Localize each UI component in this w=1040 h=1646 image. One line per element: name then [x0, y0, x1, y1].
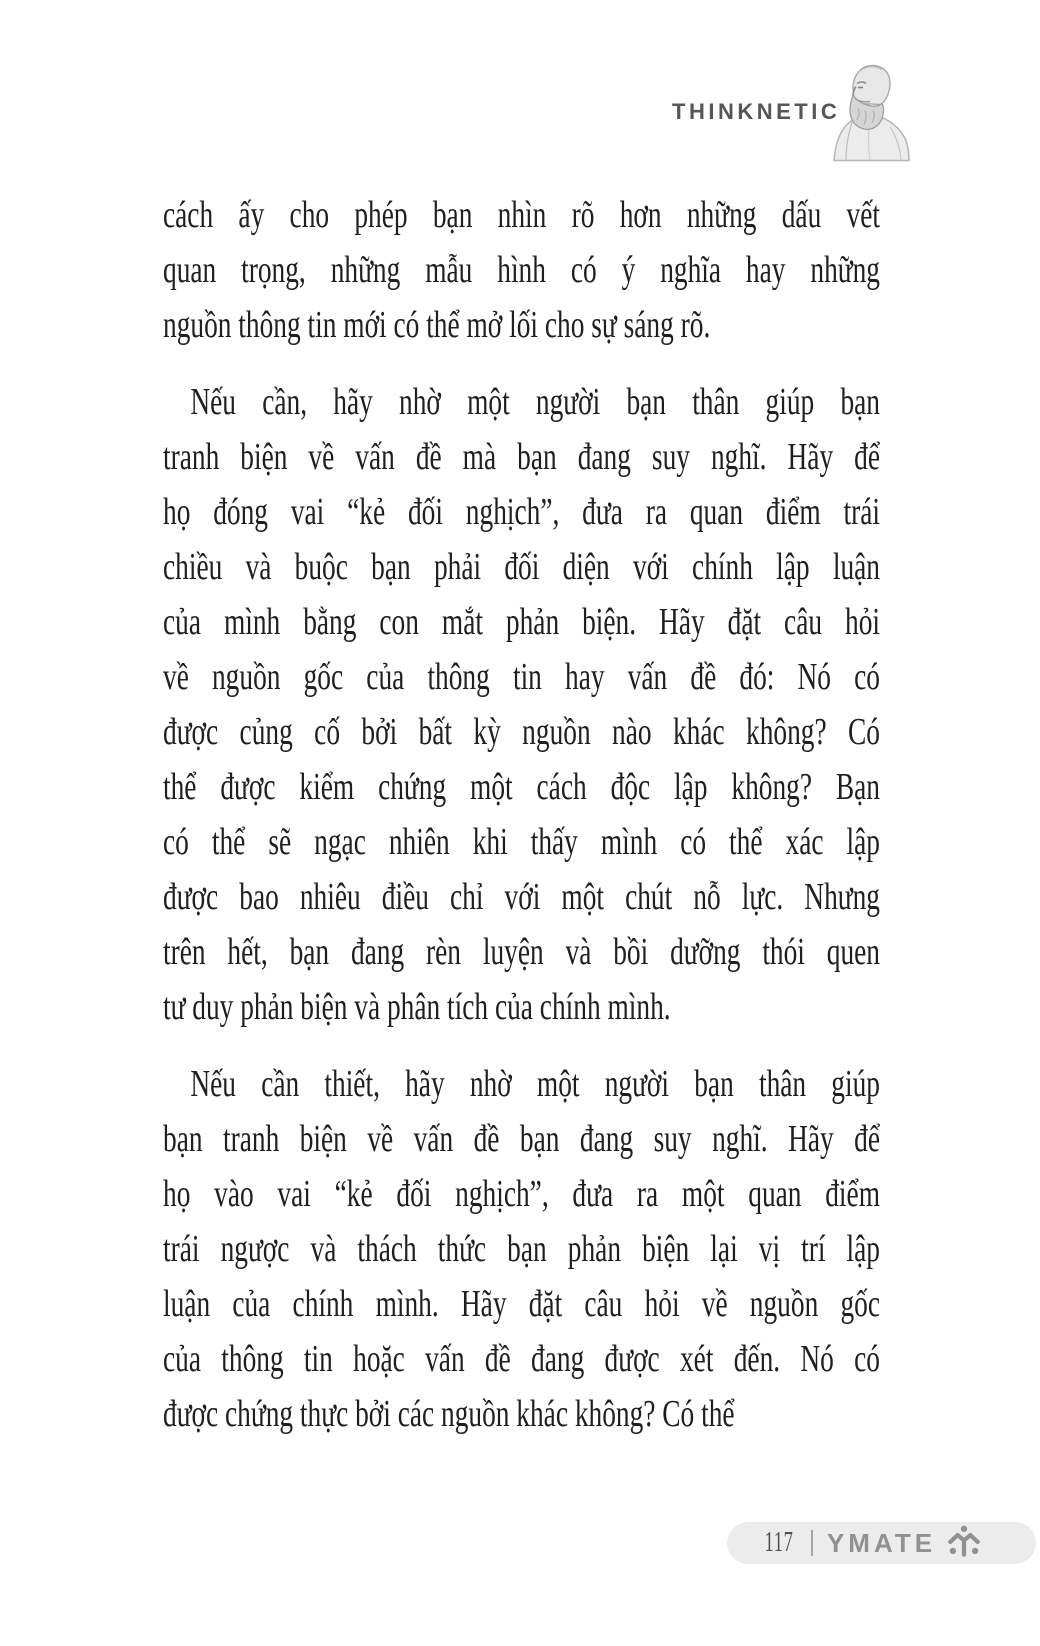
brand-logo-text: THINKNETIC	[672, 99, 841, 124]
text-line: của thông tin hoặc vấn đề đang được xét đến. Nó có	[163, 1338, 880, 1380]
text-line: về nguồn gốc của thông tin hay vấn đề đó: Nó có	[163, 656, 880, 698]
text-line: trái ngược và thách thức bạn phản biện lại vị trí lập	[163, 1228, 880, 1270]
paragraph	[163, 375, 880, 1035]
text-line: tư duy phản biện và phân tích của chính mình.	[163, 986, 671, 1028]
text-line: cách ấy cho phép bạn nhìn rõ hơn những dấu vết	[163, 194, 880, 236]
text-line: có thể sẽ ngạc nhiên khi thấy mình có thể xác lập	[163, 821, 880, 863]
page-number: 117	[764, 1527, 794, 1558]
text-line: được chứng thực bởi các nguồn khác không? Có thể	[163, 1393, 735, 1435]
page-text	[163, 188, 880, 1442]
text-line: họ vào vai “kẻ đối nghịch”, đưa ra một quan điểm	[163, 1173, 880, 1215]
ymate-logo-icon	[945, 1524, 983, 1562]
text-line: họ đóng vai “kẻ đối nghịch”, đưa ra quan điểm trái	[163, 491, 880, 533]
text-line: được củng cố bởi bất kỳ nguồn nào khác không? Có	[163, 711, 880, 753]
text-line: được bao nhiêu điều chỉ với một chút nỗ lực. Nhưng	[163, 876, 880, 918]
text-line: tranh biện về vấn đề mà bạn đang suy nghĩ. Hãy để	[163, 436, 880, 478]
text-line: bạn tranh biện về vấn đề bạn đang suy nghĩ. Hãy để	[163, 1118, 880, 1160]
footer-divider	[811, 1530, 813, 1556]
text-line: chiều và buộc bạn phải đối diện với chính lập luận	[163, 546, 880, 588]
text-line: trên hết, bạn đang rèn luyện và bồi dưỡng thói quen	[163, 931, 880, 973]
text-line: Nếu cần thiết, hãy nhờ một người bạn thân giúp	[190, 1063, 880, 1105]
text-line: nguồn thông tin mới có thể mở lối cho sự sáng rõ.	[163, 304, 711, 346]
page-header	[0, 0, 1040, 170]
text-line: quan trọng, những mẫu hình có ý nghĩa hay những	[163, 249, 880, 291]
text-line: của mình bằng con mắt phản biện. Hãy đặt câu hỏi	[163, 601, 880, 643]
text-line: Nếu cần, hãy nhờ một người bạn thân giúp bạn	[190, 381, 880, 423]
socrates-portrait-icon	[818, 56, 918, 162]
paragraph	[163, 188, 880, 353]
footer-badge	[727, 1522, 1036, 1564]
paragraph	[163, 1057, 880, 1442]
text-line: thể được kiểm chứng một cách độc lập không? Bạn	[163, 766, 880, 808]
text-line: luận của chính mình. Hãy đặt câu hỏi về nguồn gốc	[163, 1283, 880, 1325]
publisher-logo-text: YMATE	[826, 1527, 937, 1558]
